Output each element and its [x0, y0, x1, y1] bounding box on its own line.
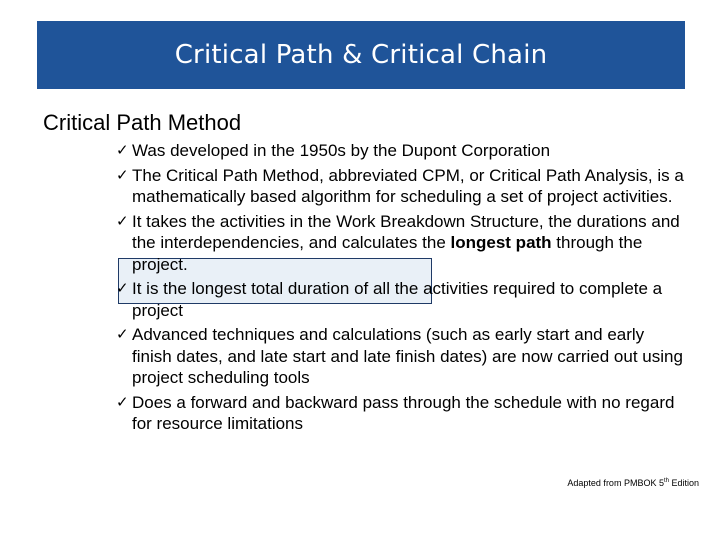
bullet-text-suffix: through the project. [132, 233, 643, 274]
section-heading: Critical Path Method [43, 110, 242, 135]
checkmark-icon: ✓ [116, 279, 129, 297]
bullet-item-highlighted [116, 211, 686, 276]
bullet-item [116, 278, 686, 321]
bullet-text: Advanced techniques and calculations (such as early start and early finish dates, and late start and late finish dates) are now carried out using project scheduling tools [132, 325, 683, 387]
bullet-text: Was developed in the 1950s by the Dupont Corporation [132, 141, 551, 160]
bullet-text: It is the longest total duration of all the activities required to complete a project [132, 279, 663, 320]
source-note-suffix: Edition [668, 478, 699, 488]
bullet-item [116, 140, 686, 162]
checkmark-icon: ✓ [116, 165, 129, 184]
slide-title: Critical Path & Critical Chain [174, 40, 548, 70]
bullet-text: The Critical Path Method, abbreviated CPM, or Critical Path Analysis, is a mathematically based algorithm for scheduling a set of project activities. [132, 165, 684, 206]
checkmark-icon: ✓ [116, 211, 129, 230]
bullet-text: It takes the activities in the Work Breakdown Structure, the durations and the interdependencies, and calculates the [132, 211, 680, 252]
bullet-bold-text: longest path [450, 233, 552, 252]
bullet-item [116, 392, 686, 435]
checkmark-icon: ✓ [116, 141, 129, 159]
source-note-sup: th [663, 478, 669, 484]
source-note [567, 478, 699, 488]
title-banner [37, 21, 685, 89]
bullet-list [116, 140, 686, 438]
bullet-item [116, 324, 686, 389]
checkmark-icon: ✓ [116, 392, 129, 411]
checkmark-icon: ✓ [116, 325, 129, 343]
bullet-item [116, 165, 686, 208]
source-note-prefix: Adapted from PMBOK 5 [567, 478, 664, 488]
bullet-text: Does a forward and backward pass through the schedule with no regard for resource limitations [132, 392, 675, 433]
